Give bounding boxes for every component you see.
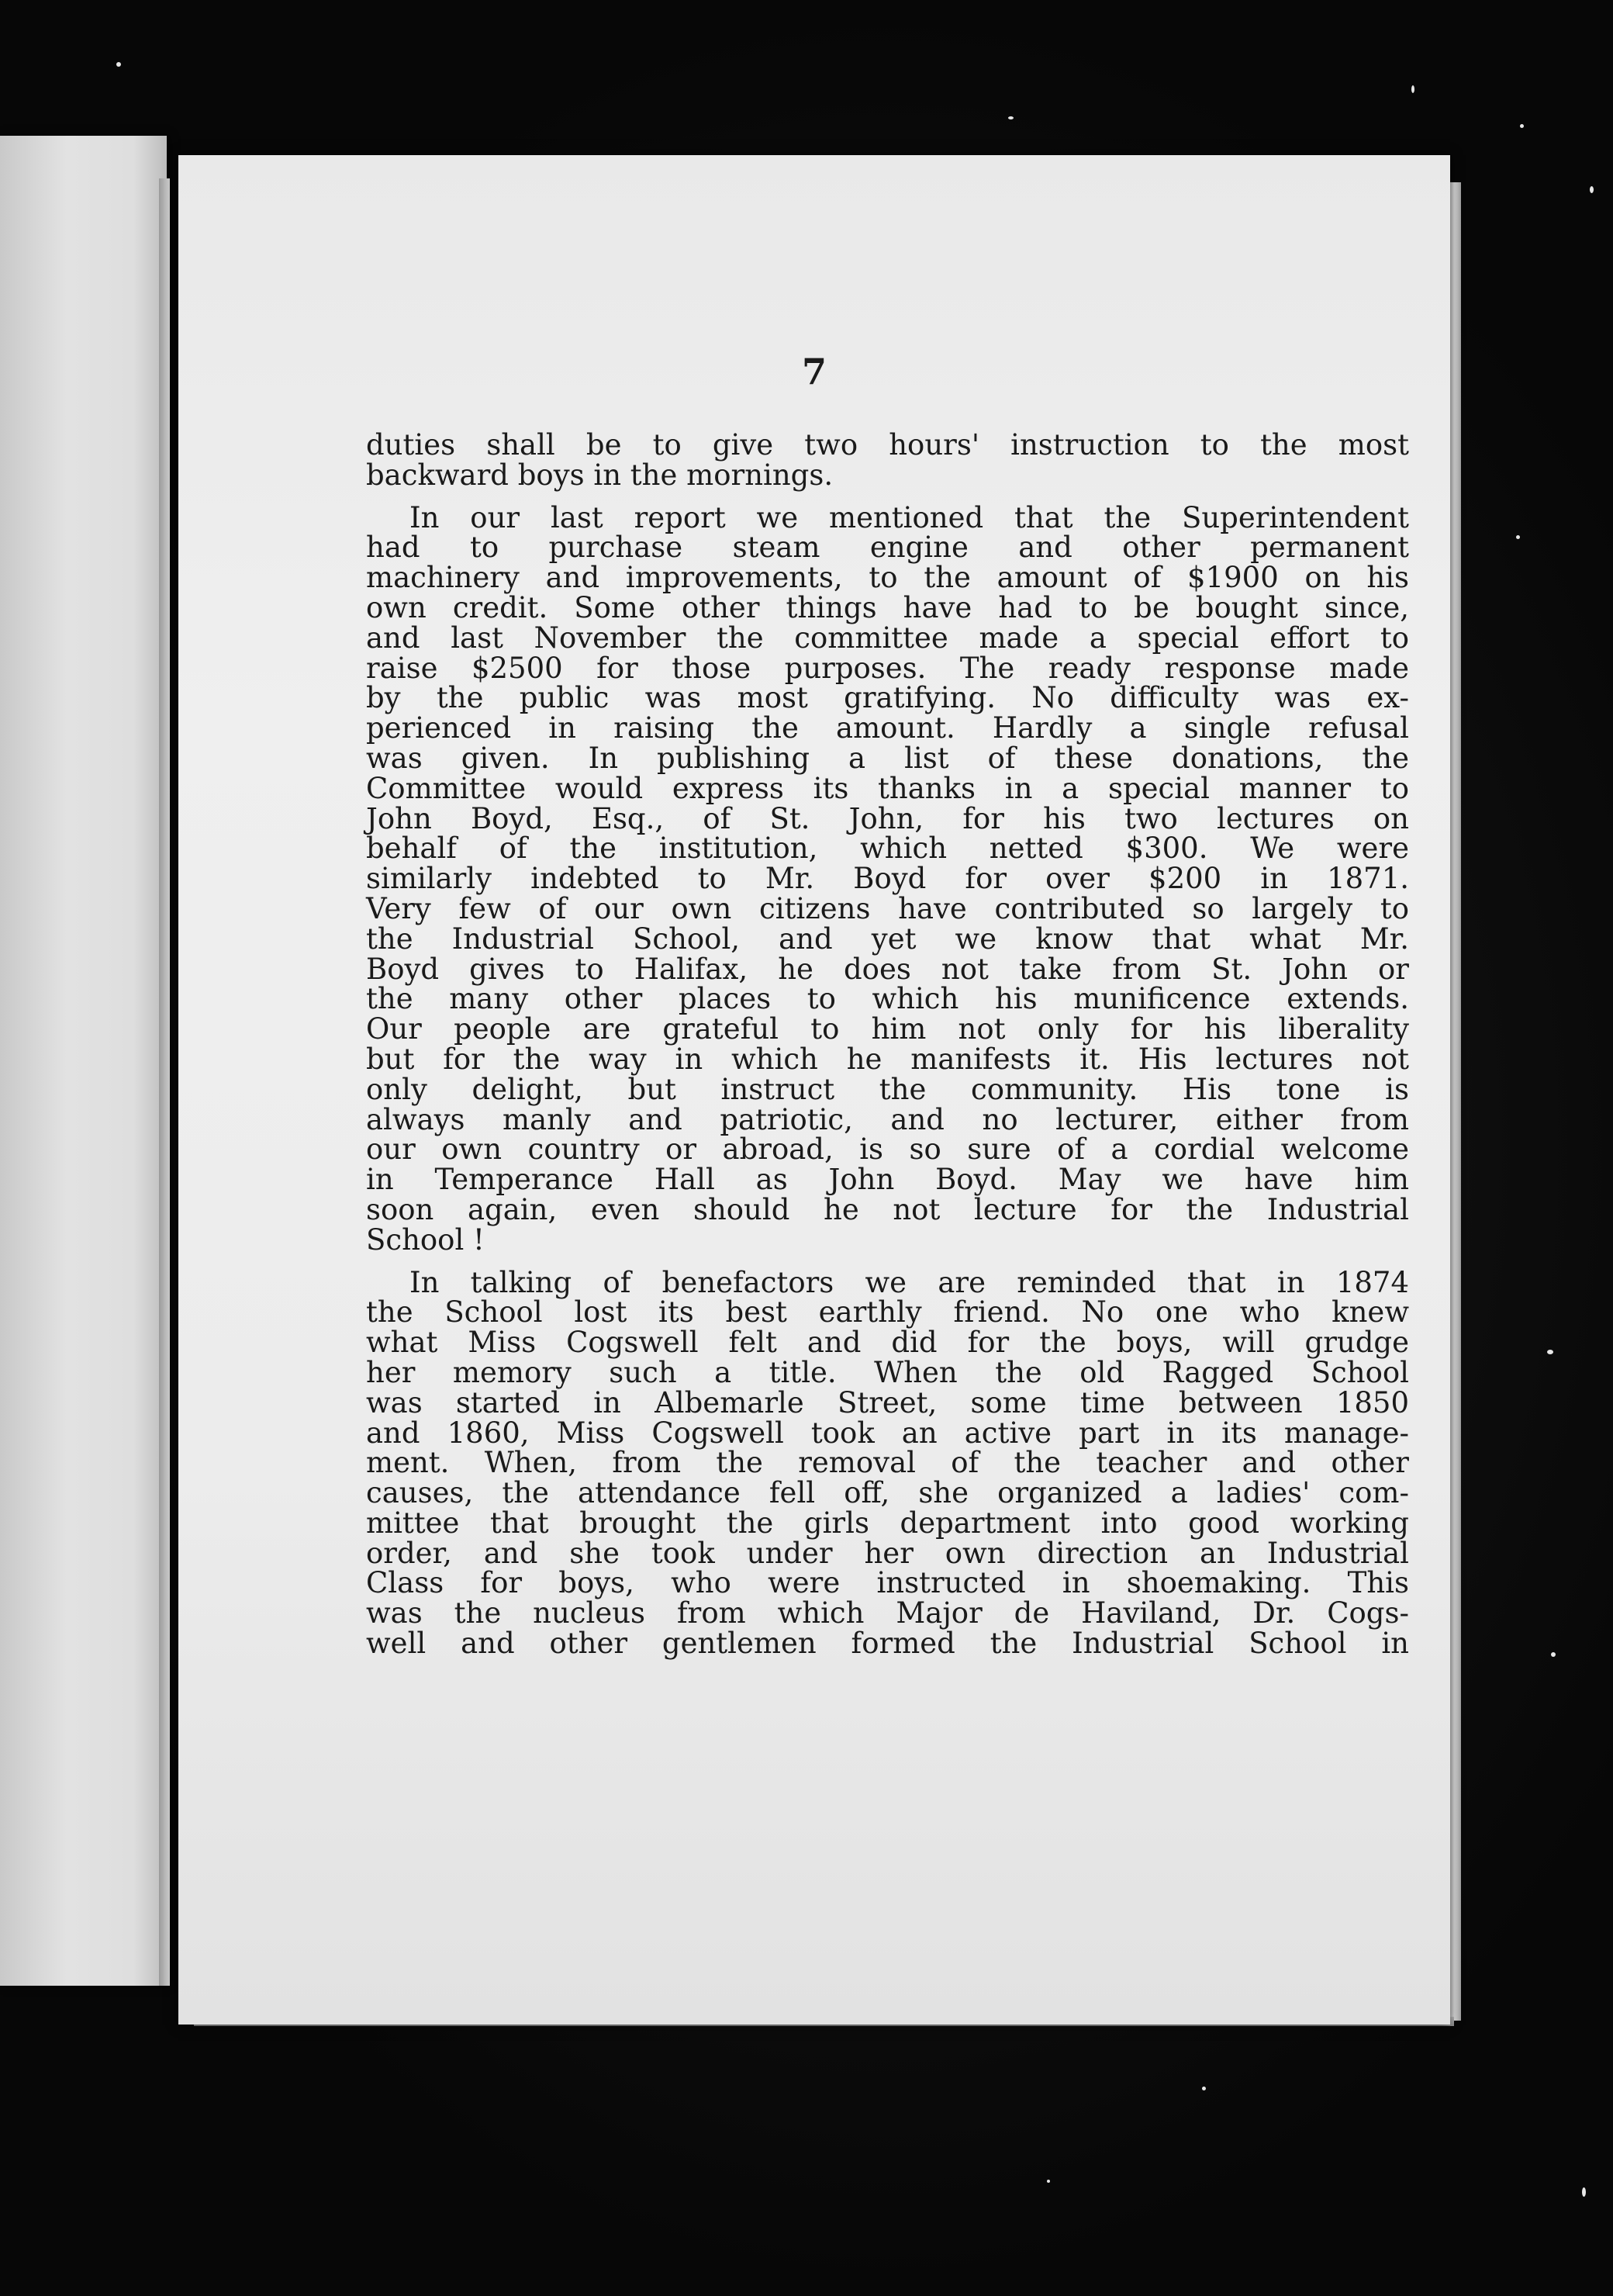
text-line: only delight, but instruct the community. His tone is — [366, 1072, 1409, 1106]
text-line: Committee would express its thanks in a special manner to — [366, 771, 1409, 805]
text-line: behalf of the institution, which netted $300. We were — [366, 832, 1409, 866]
text-line: her memory such a title. When the old Ragged School — [366, 1355, 1409, 1389]
dust-speck — [116, 62, 121, 67]
dust-speck — [1411, 85, 1414, 93]
dust-speck — [1202, 2087, 1206, 2090]
text-line: raise $2500 for those purposes. The ready response made — [366, 651, 1409, 685]
text-line: School ! — [366, 1222, 485, 1257]
text-line: own credit. Some other things have had to be bought since, — [366, 590, 1409, 624]
text-line: the many other places to which his munificence extends. — [366, 982, 1409, 1016]
text-line: had to purchase steam engine and other permanent — [366, 531, 1409, 565]
text-line: causes, the attendance fell off, she organized a ladies' com- — [366, 1476, 1409, 1510]
dust-speck — [1582, 2187, 1586, 2197]
text-line: always manly and patriotic, and no lecturer, either from — [366, 1102, 1409, 1136]
text-line: backward boys in the mornings. — [366, 458, 834, 492]
page-number: 7 — [801, 351, 827, 392]
text-line: but for the way in which he manifests it. His lectures not — [366, 1042, 1409, 1076]
text-line: machinery and improvements, to the amount of $1900 on his — [366, 561, 1409, 595]
dust-speck — [1520, 124, 1524, 128]
text-line: John Boyd, Esq., of St. John, for his two lectures on — [366, 801, 1409, 835]
text-line: in Temperance Hall as John Boyd. May we have him — [366, 1163, 1409, 1197]
dust-speck — [1547, 1350, 1553, 1354]
body-text — [366, 430, 1409, 1659]
dust-speck — [1008, 116, 1014, 119]
text-line: Class for boys, who were instructed in shoemaking. This — [366, 1566, 1409, 1600]
adjacent-page-left — [0, 136, 167, 1986]
text-line: well and other gentlemen formed the Industrial School in — [366, 1627, 1409, 1661]
text-line: and 1860, Miss Cogswell took an active part in its manage- — [366, 1416, 1409, 1450]
text-line: ment. When, from the removal of the teacher and other — [366, 1446, 1409, 1480]
dust-speck — [1516, 535, 1520, 539]
text-line: mittee that brought the girls department into good working — [366, 1506, 1409, 1540]
text-line: similarly indebted to Mr. Boyd for over $200 in 1871. — [366, 862, 1409, 896]
document-page — [178, 155, 1450, 2025]
text-line: order, and she took under her own direction an Industrial — [366, 1536, 1409, 1570]
text-line: the Industrial School, and yet we know that what Mr. — [366, 922, 1409, 956]
text-line: what Miss Cogswell felt and did for the boys, will grudge — [366, 1326, 1409, 1360]
dust-speck — [1590, 186, 1594, 193]
text-line: perienced in raising the amount. Hardly a single refusal — [366, 711, 1409, 745]
text-line: by the public was most gratifying. No difficulty was ex- — [366, 681, 1409, 715]
text-line: Boyd gives to Halifax, he does not take from St. John or — [366, 952, 1409, 986]
text-line: the School lost its best earthly friend. No one who knew — [366, 1295, 1409, 1330]
text-line: our own country or abroad, is so sure of a cordial welcome — [366, 1132, 1409, 1167]
text-line: was given. In publishing a list of these donations, the — [366, 741, 1409, 775]
adjacent-page-edge — [159, 178, 170, 1986]
text-line: duties shall be to give two hours' instruction to the most — [366, 428, 1409, 462]
text-line: was the nucleus from which Major de Haviland, Dr. Cogs- — [366, 1596, 1409, 1630]
text-line: In our last report we mentioned that the Superintendent — [409, 500, 1409, 534]
text-line: Our people are grateful to him not only for his liberality — [366, 1012, 1409, 1046]
dust-speck — [1047, 2180, 1050, 2183]
text-line: soon again, even should he not lecture for the Industrial — [366, 1192, 1409, 1226]
text-line: and last November the committee made a special effort to — [366, 621, 1409, 655]
text-line: Very few of our own citizens have contributed so largely to — [366, 891, 1409, 925]
text-line: In talking of benefactors we are reminded that in 1874 — [409, 1265, 1409, 1299]
dust-speck — [1551, 1652, 1556, 1657]
text-line: was started in Albemarle Street, some time between 1850 — [366, 1385, 1409, 1419]
